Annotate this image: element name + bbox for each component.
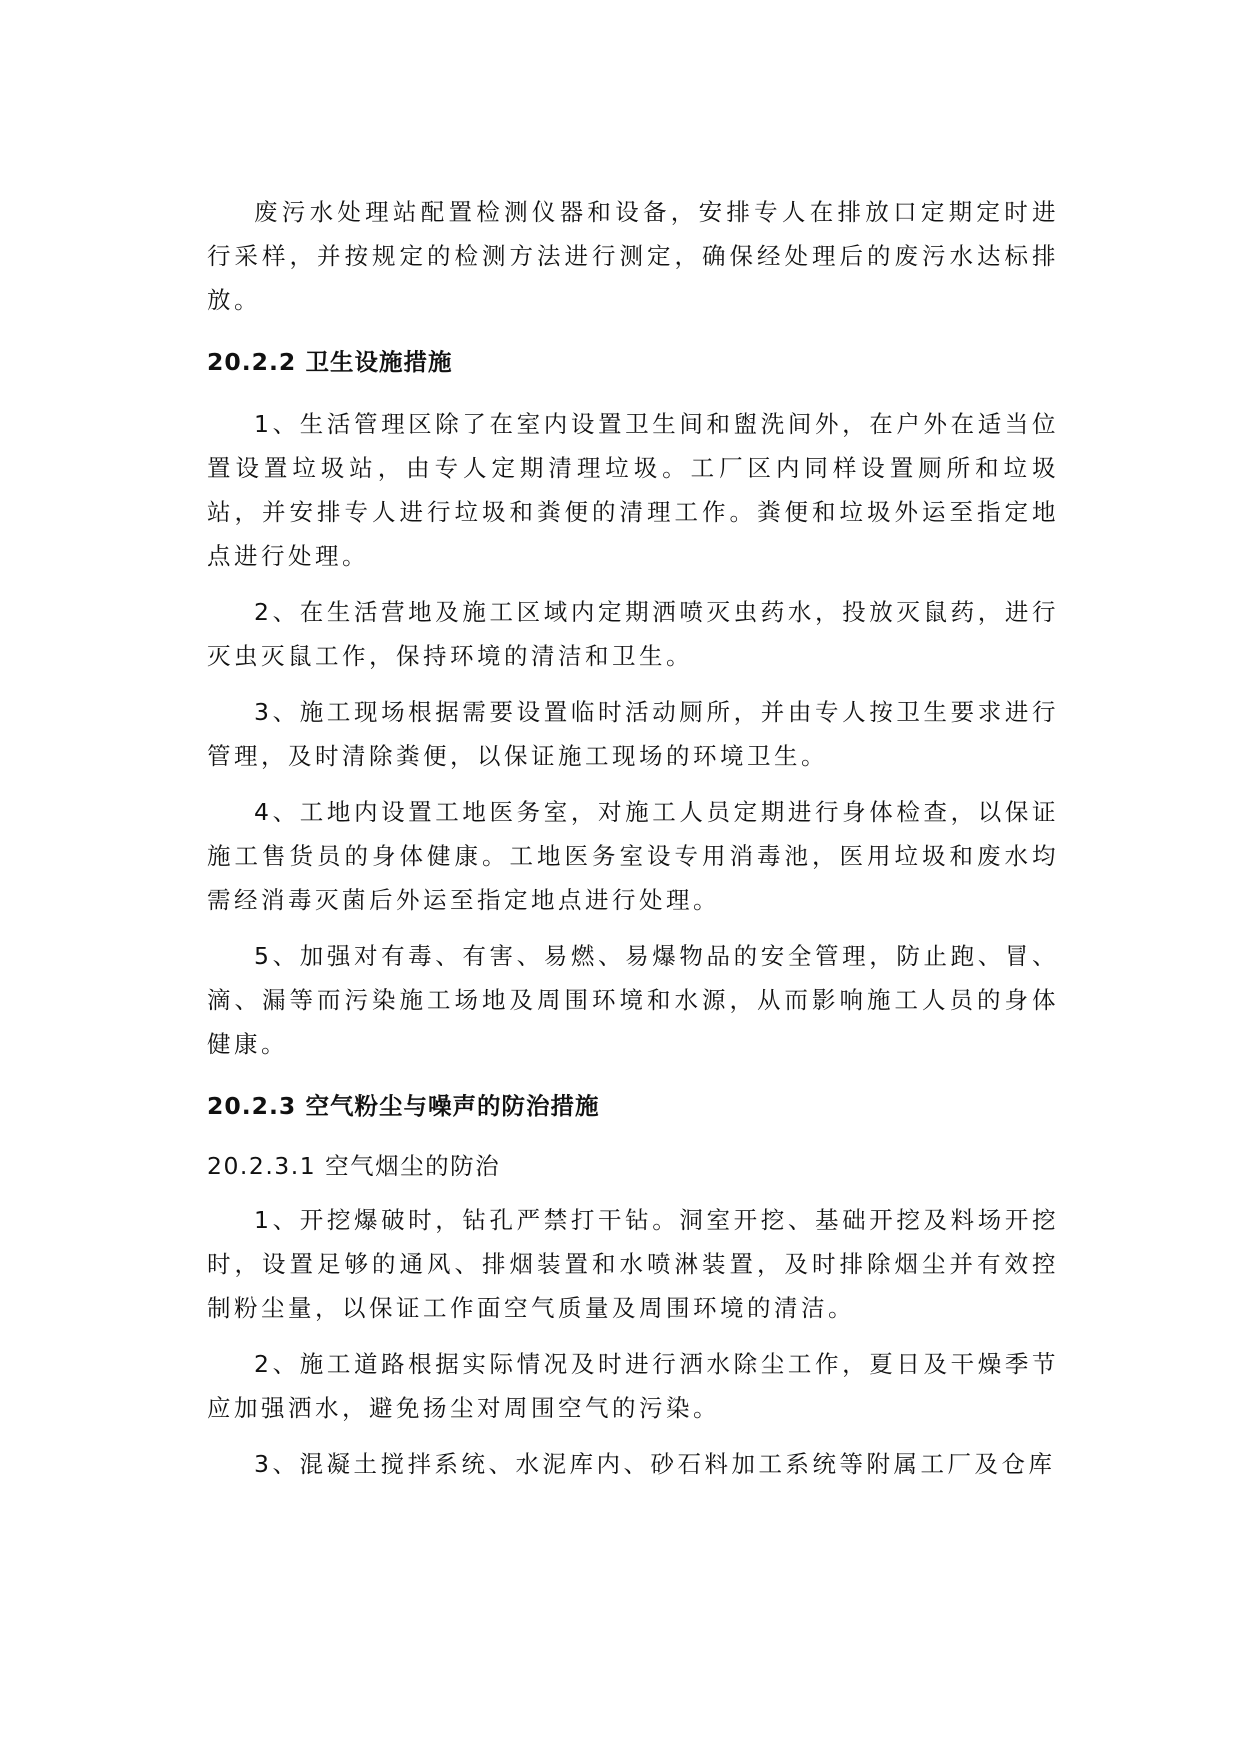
sanitation-item-1: 1、生活管理区除了在室内设置卫生间和盥洗间外，在户外在适当位置设置垃圾站，由专人定期清理垃圾。工厂区内同样设置厕所和垃圾站，并安排专人进行垃圾和粪便的清理工作。粪便和垃圾外运至指定地点进行处理。	[207, 410, 1059, 570]
sanitation-item-2: 2、在生活营地及施工区域内定期洒喷灭虫药水，投放灭鼠药，进行灭虫灭鼠工作，保持环境的清洁和卫生。	[207, 598, 1059, 670]
dust-item-1: 1、开挖爆破时，钻孔严禁打干钻。洞室开挖、基础开挖及料场开挖时，设置足够的通风、排烟装置和水喷淋装置，及时排除烟尘并有效控制粉尘量，以保证工作面空气质量及周围环境的清洁。	[207, 1206, 1059, 1322]
paragraph-wastewater-testing: 废污水处理站配置检测仪器和设备，安排专人在排放口定期定时进行采样，并按规定的检测方法进行测定，确保经处理后的废污水达标排放。	[207, 198, 1059, 314]
subsection-heading-smoke-dust: 20.2.3.1 空气烟尘的防治	[207, 1152, 501, 1180]
dust-item-2: 2、施工道路根据实际情况及时进行洒水除尘工作，夏日及干燥季节应加强洒水，避免扬尘对周围空气的污染。	[207, 1350, 1059, 1422]
section-heading-dust-noise: 20.2.3 空气粉尘与噪声的防治措施	[207, 1092, 600, 1120]
dust-item-3: 3、混凝土搅拌系统、水泥库内、砂石料加工系统等附属工厂及仓库	[254, 1450, 1056, 1478]
section-heading-sanitation: 20.2.2 卫生设施措施	[207, 348, 453, 376]
sanitation-item-4: 4、工地内设置工地医务室，对施工人员定期进行身体检查，以保证施工售货员的身体健康。工地医务室设专用消毒池，医用垃圾和废水均需经消毒灭菌后外运至指定地点进行处理。	[207, 798, 1059, 914]
sanitation-item-5: 5、加强对有毒、有害、易燃、易爆物品的安全管理，防止跑、冒、滴、漏等而污染施工场地及周围环境和水源，从而影响施工人员的身体健康。	[207, 942, 1059, 1058]
sanitation-item-3: 3、施工现场根据需要设置临时活动厕所，并由专人按卫生要求进行管理，及时清除粪便，以保证施工现场的环境卫生。	[207, 698, 1059, 770]
document-page	[207, 190, 1059, 1498]
